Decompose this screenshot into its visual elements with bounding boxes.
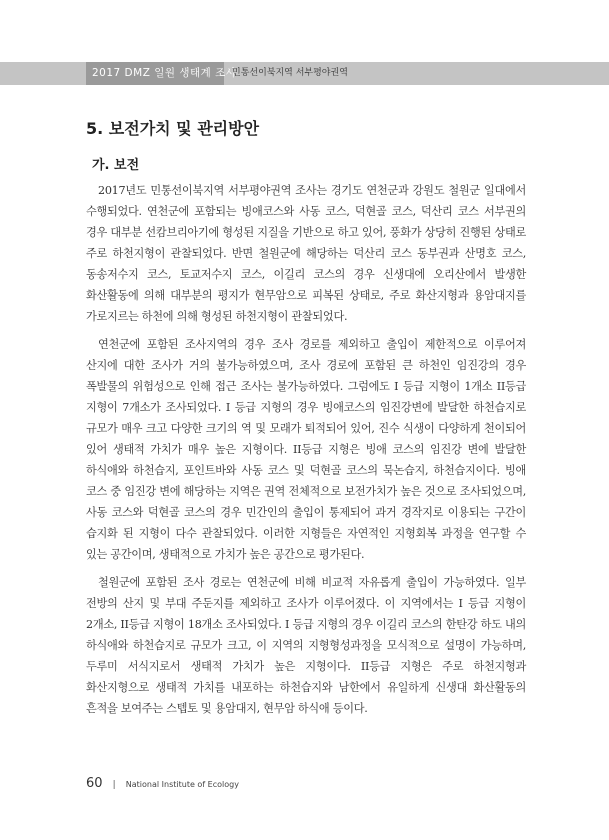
- publisher-name: National Institute of Ecology: [125, 780, 239, 789]
- footer-separator: |: [112, 780, 116, 790]
- paragraph: 2017년도 민통선이북지역 서부평야권역 조사는 경기도 연천군과 강원도 철원군 일대에서 수행되었다. 연천군에 포함되는 빙애코스와 사동 코스, 덕현골 코스, 덕산리 코스 서부권의 경우 대부분 선캄브리아기에 형성된 지질을 기반으로 하고 있어, 풍화가 상당히 진행된 상태로 주로 하천지형이 관찰되었다. 반면 철원군에 해당하는 덕산리 코스 동부권과 산명호 코스, 동송저수지 코스, 토교저수지 코스, 이길리 코스의 경우 신생대에 오리산에서 발생한 화산활동에 의해 대부분의 평지가 현무암으로 피복된 상태로, 주로 화산지형과 용암대지를 가로지르는 하천에 의해 형성된 하천지형이 관찰되었다.: [86, 184, 526, 323]
- paragraph: 연천군에 포함된 조사지역의 경우 조사 경로를 제외하고 출입이 제한적으로 이루어져 산지에 대한 조사가 거의 불가능하였으며, 조사 경로에 포함된 큰 하천인 임진강의 경우 폭발물의 위험성으로 인해 접근 조사는 불가능하였다. 그럼에도 I 등급 지형이 1개소 II등급 지형이 7개소가 조사되었다. I 등급 지형의 경우 빙애코스의 임진강변에 발달한 하천습지로 규모가 매우 크고 다양한 크기의 역 및 모래가 퇴적되어 있어, 진수 식생이 다양하게 천이되어 있어 생태적 가치가 매우 높은 지형이다. II등급 지형은 빙애 코스의 임진강 변에 발달한 하식애와 하천습지, 포인트바와 사동 코스 및 덕현골 코스의 묵논습지, 하천습지이다. 빙애 코스 중 임진강 변에 해당하는 지역은 권역 전체적으로 보전가치가 높은 것으로 조사되었으며, 사동 코스와 덕현골 코스의 경우 민간인의 출입이 통제되어 과거 경작지로 이용되는 구간이 습지화 된 지형이 다수 관찰되었다. 이러한 지형들은 자연적인 지형회복 과정을 연구할 수 있는 공간이며, 생태적으로 가치가 높은 공간으로 평가된다.: [86, 338, 526, 561]
- chapter-title: 5. 보전가치 및 관리방안: [86, 119, 260, 138]
- running-header-subtitle: 민통선이북지역 서부평야권역: [232, 68, 348, 78]
- section-title: 가. 보전: [92, 158, 140, 173]
- page-number: 60: [86, 776, 103, 791]
- running-header-title: 2017 DMZ 일원 생태계 조사: [86, 62, 224, 85]
- paragraph: 철원군에 포함된 조사 경로는 연천군에 비해 비교적 자유롭게 출입이 가능하였다. 일부 전방의 산지 및 부대 주둔지를 제외하고 조사가 이루어졌다. 이 지역에서는 I 등급 지형이 2개소, II등급 지형이 18개소 조사되었다. I 등급 지형의 경우 이길리 코스의 한탄강 하도 내의 하식애와 하천습지로 규모가 크고, 이 지역의 지형형성과정을 모식적으로 설명이 가능하며, 두루미 서식지로서 생태적 가치가 높은 지형이다. II등급 지형은 주로 하천지형과 화산지형으로 생태적 가치를 내포하는 하천습지와 남한에서 유일하게 신생대 화산활동의 흔적을 보여주는 스텝토 및 용암대지, 현무암 하식애 등이다.: [86, 576, 526, 715]
- page-footer: [86, 772, 239, 791]
- body-text: [86, 180, 526, 726]
